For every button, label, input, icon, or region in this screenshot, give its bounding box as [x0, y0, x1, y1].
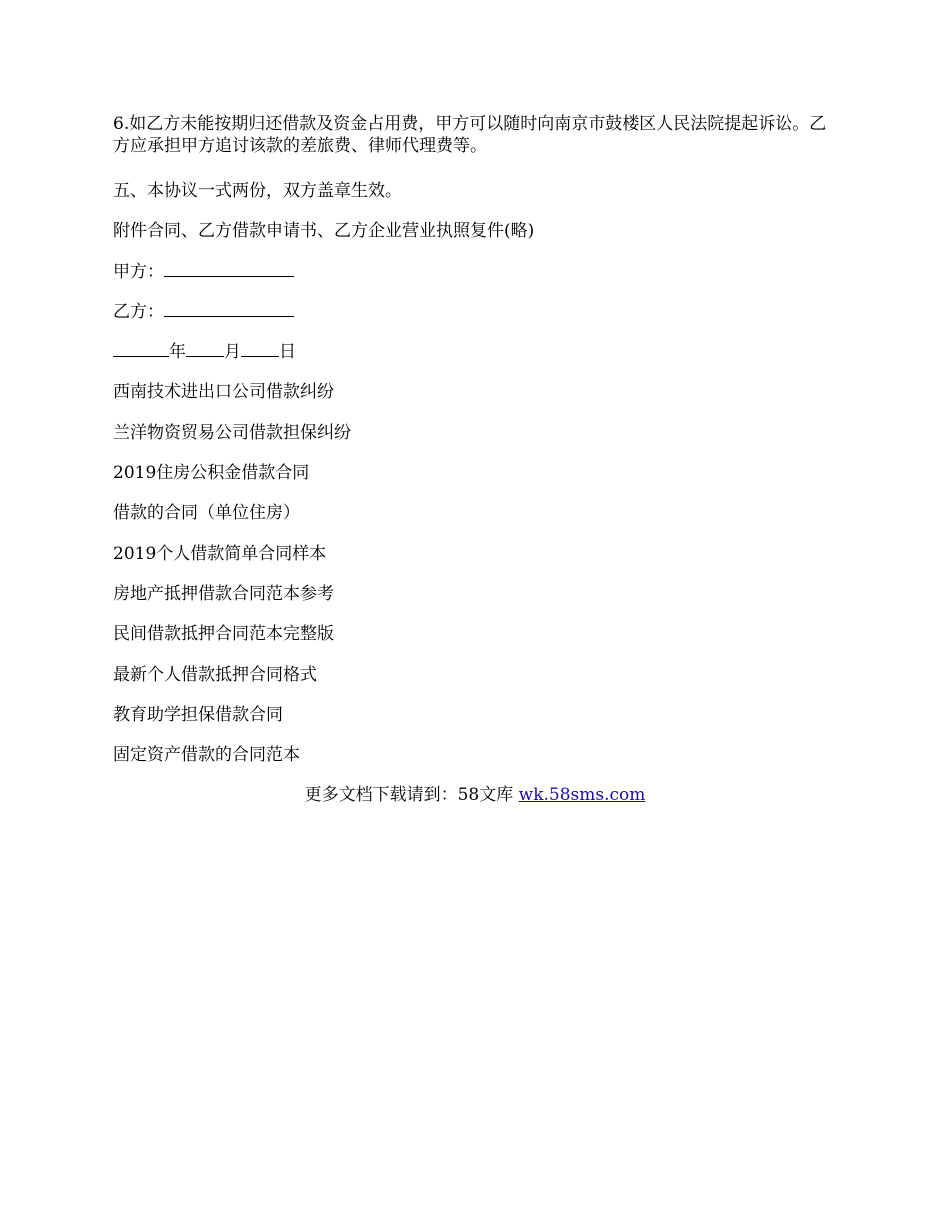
- related-link-item: 兰洋物资贸易公司借款担保纠纷: [113, 422, 351, 443]
- party-a-signature-line: [113, 257, 837, 282]
- date-line: [113, 337, 837, 363]
- related-link-item: 2019个人借款简单合同样本: [113, 543, 327, 564]
- year-label: 年: [169, 342, 186, 363]
- month-blank: [186, 340, 224, 357]
- related-link-item: 教育助学担保借款合同: [113, 704, 283, 725]
- clause-6-paragraph: 6.如乙方未能按期归还借款及资金占用费，甲方可以随时向南京市鼓楼区人民法院提起诉讼。乙方应承担甲方追讨该款的差旅费、律师代理费等。: [113, 114, 827, 156]
- day-label: 日: [279, 342, 296, 363]
- party-b-label: 乙方：: [113, 301, 164, 322]
- attachments-paragraph: 附件合同、乙方借款申请书、乙方企业营业执照复件(略): [113, 221, 535, 242]
- related-link-item: 2019住房公积金借款合同: [113, 463, 310, 484]
- footer-text: 更多文档下载请到：58文库: [304, 785, 519, 806]
- related-link-item: 最新个人借款抵押合同格式: [113, 664, 317, 685]
- party-b-blank: [164, 300, 294, 317]
- document-page: [113, 113, 837, 806]
- related-link-item: 固定资产借款的合同范本: [113, 745, 300, 766]
- related-link-item: 房地产抵押借款合同范本参考: [113, 583, 334, 604]
- related-link-item: 西南技术进出口公司借款纠纷: [113, 382, 334, 403]
- day-blank: [241, 340, 279, 357]
- party-a-blank: [164, 260, 294, 277]
- party-b-signature-line: [113, 297, 837, 322]
- month-label: 月: [224, 342, 241, 363]
- year-blank: [113, 340, 169, 357]
- clause-5-paragraph: 五、本协议一式两份，双方盖章生效。: [113, 181, 402, 201]
- party-a-label: 甲方：: [113, 261, 164, 282]
- related-link-item: 民间借款抵押合同范本完整版: [113, 624, 334, 645]
- footer-site-link[interactable]: wk.58sms.com: [518, 785, 646, 806]
- related-link-item: 借款的合同（单位住房）: [113, 503, 300, 524]
- download-footer: [113, 780, 837, 806]
